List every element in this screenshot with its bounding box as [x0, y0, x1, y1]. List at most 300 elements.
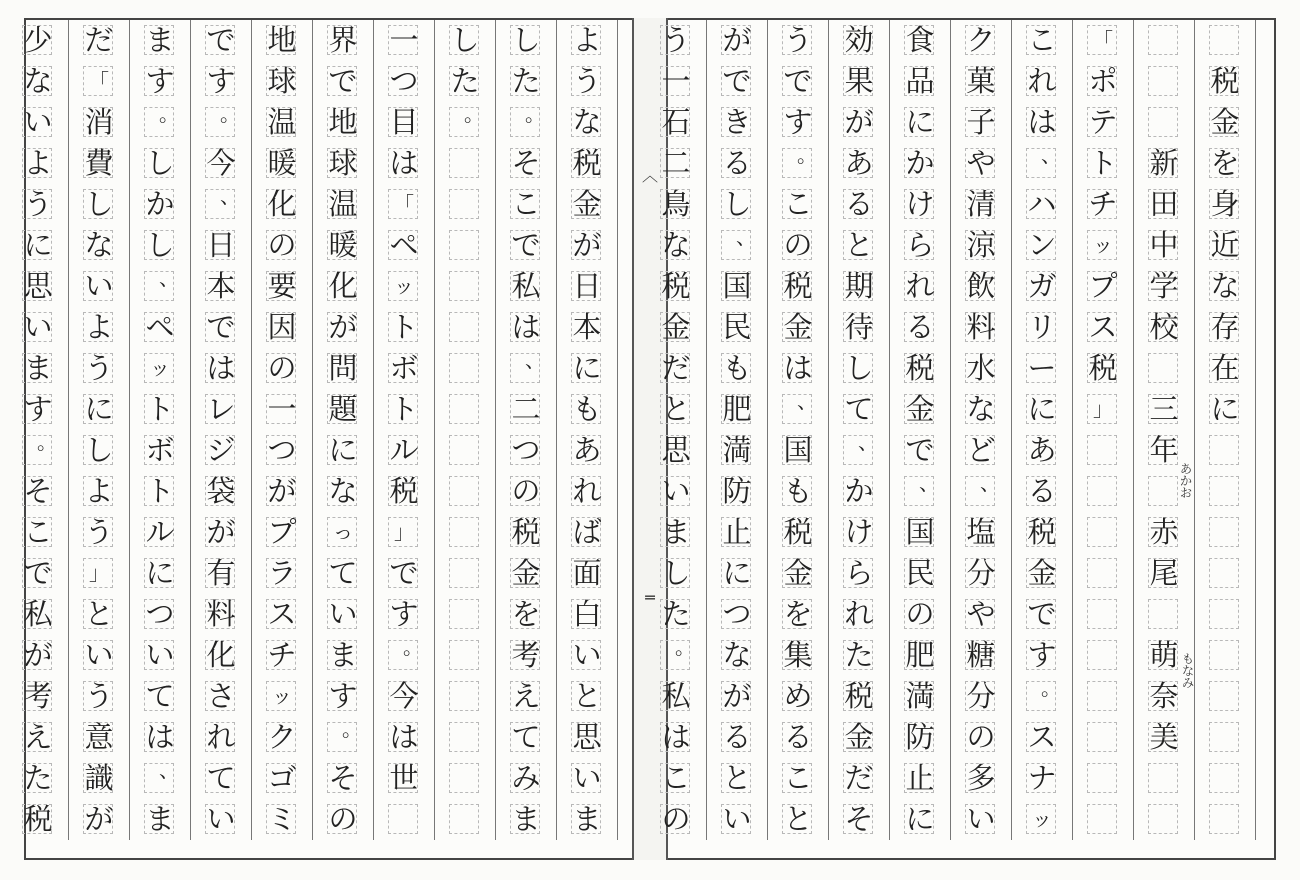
manuscript-character: 美: [1149, 719, 1179, 754]
manuscript-character: な: [661, 227, 691, 262]
manuscript-character: ま: [661, 514, 691, 549]
manuscript-character: し: [145, 145, 175, 180]
manuscript-character: 消: [84, 104, 114, 139]
manuscript-character: う: [661, 22, 691, 57]
manuscript-character: 国: [905, 514, 935, 549]
manuscript-character: 税: [572, 145, 602, 180]
column-rule: [68, 20, 69, 840]
manuscript-character: ス: [1088, 309, 1118, 344]
manuscript-character: け: [844, 514, 874, 549]
manuscript-character: 目: [389, 104, 419, 139]
manuscript-character: い: [722, 801, 752, 836]
manuscript-character: い: [23, 309, 53, 344]
manuscript-character: 多: [966, 760, 996, 795]
manuscript-character: 私: [661, 678, 691, 713]
manuscript-character: の: [661, 801, 691, 836]
manuscript-character: っ: [333, 520, 353, 544]
manuscript-character: で: [389, 555, 419, 590]
manuscript-character: と: [572, 678, 602, 713]
manuscript-character: を: [783, 596, 813, 631]
manuscript-character: 一: [661, 63, 691, 98]
manuscript-character: 食: [905, 22, 935, 57]
manuscript-character: 金: [511, 555, 541, 590]
manuscript-character: 奈: [1149, 678, 1179, 713]
manuscript-character: に: [145, 555, 175, 590]
manuscript-character: ペ: [389, 227, 419, 262]
column-rule: [190, 20, 191, 840]
manuscript-character: も: [572, 391, 602, 426]
manuscript-character: 止: [905, 760, 935, 795]
manuscript-character: す: [145, 63, 175, 98]
manuscript-character: が: [722, 678, 752, 713]
manuscript-character: 費: [84, 145, 114, 180]
manuscript-character: 肥: [722, 391, 752, 426]
manuscript-character: 水: [966, 350, 996, 385]
manuscript-character: 三: [1149, 391, 1179, 426]
manuscript-character: ボ: [145, 432, 175, 467]
manuscript-character: ま: [23, 350, 53, 385]
grid-cell: [449, 722, 479, 752]
column-rule: [706, 20, 707, 840]
manuscript-character: し: [84, 186, 114, 221]
manuscript-character: が: [267, 473, 297, 508]
manuscript-character: 「: [1093, 28, 1113, 52]
column-rule: [1011, 20, 1012, 840]
manuscript-character: だ: [661, 350, 691, 385]
essay-column: [951, 20, 1012, 842]
manuscript-character: 菓: [966, 63, 996, 98]
manuscript-character: に: [905, 801, 935, 836]
manuscript-character: こ: [511, 186, 541, 221]
manuscript-character: ッ: [394, 274, 414, 298]
manuscript-character: 中: [1149, 227, 1179, 262]
manuscript-character: 金: [1210, 104, 1240, 139]
grid-cell: [1209, 599, 1239, 629]
manuscript-character: 二: [511, 391, 541, 426]
manuscript-character: ら: [844, 555, 874, 590]
column-rule: [950, 20, 951, 840]
manuscript-character: ポ: [1088, 63, 1118, 98]
essay-column: [435, 20, 496, 842]
furigana-monami: もなみ: [1182, 652, 1195, 690]
column-rule: [1072, 20, 1073, 840]
grid-cell: [449, 804, 479, 834]
manuscript-character: る: [905, 309, 935, 344]
manuscript-character: に: [328, 432, 358, 467]
manuscript-character: 赤: [1149, 514, 1179, 549]
manuscript-character: の: [905, 596, 935, 631]
manuscript-character: な: [1210, 268, 1240, 303]
grid-cell: [1209, 517, 1239, 547]
manuscript-character: に: [84, 391, 114, 426]
manuscript-character: う: [84, 514, 114, 549]
manuscript-character: 民: [905, 555, 935, 590]
manuscript-character: ッ: [1093, 233, 1113, 257]
manuscript-character: 思: [572, 719, 602, 754]
manuscript-character: 年: [1149, 432, 1179, 467]
manuscript-character: 二: [661, 145, 691, 180]
grid-cell: [449, 271, 479, 301]
manuscript-character: 国: [722, 268, 752, 303]
grid-cell: [1209, 681, 1239, 711]
column-text: [1195, 20, 1196, 21]
manuscript-character: は: [389, 719, 419, 754]
manuscript-character: 校: [1149, 309, 1179, 344]
column-rule: [1194, 20, 1195, 840]
manuscript-character: い: [206, 801, 236, 836]
manuscript-character: 金: [783, 309, 813, 344]
manuscript-character: な: [966, 391, 996, 426]
manuscript-character: そ: [844, 801, 874, 836]
manuscript-character: る: [1027, 473, 1057, 508]
manuscript-character: 存: [1210, 309, 1240, 344]
manuscript-character: ク: [966, 22, 996, 57]
manuscript-character: あ: [1027, 432, 1057, 467]
grid-cell: [1148, 476, 1178, 506]
manuscript-character: ら: [905, 227, 935, 262]
manuscript-character: だ: [844, 760, 874, 795]
grid-cell: [449, 640, 479, 670]
manuscript-character: ど: [966, 432, 996, 467]
manuscript-character: 考: [511, 637, 541, 672]
manuscript-character: が: [84, 801, 114, 836]
manuscript-character: 一: [267, 391, 297, 426]
manuscript-character: め: [783, 678, 813, 713]
manuscript-character: す: [206, 63, 236, 98]
manuscript-character: 、: [858, 430, 878, 454]
manuscript-character: の: [267, 227, 297, 262]
column-text: [829, 20, 830, 21]
manuscript-character: れ: [206, 719, 236, 754]
manuscript-character: 化: [328, 268, 358, 303]
manuscript-character: 今: [206, 145, 236, 180]
manuscript-character: か: [905, 145, 935, 180]
column-text: [951, 20, 952, 21]
manuscript-character: ル: [145, 514, 175, 549]
manuscript-character: 温: [267, 104, 297, 139]
column-text: [1012, 20, 1013, 21]
manuscript-character: 、: [159, 266, 179, 290]
manuscript-character: と: [783, 801, 813, 836]
manuscript-character: 有: [206, 555, 236, 590]
manuscript-character: れ: [844, 596, 874, 631]
manuscript-character: 日: [572, 268, 602, 303]
manuscript-character: て: [511, 719, 541, 754]
grid-cell: [1209, 558, 1239, 588]
manuscript-character: な: [722, 637, 752, 672]
manuscript-character: る: [722, 719, 752, 754]
column-rule: [251, 20, 252, 840]
manuscript-character: や: [966, 596, 996, 631]
grid-cell: [1209, 763, 1239, 793]
manuscript-character: た: [661, 596, 691, 631]
manuscript-character: い: [145, 637, 175, 672]
manuscript-character: ゴ: [267, 760, 297, 795]
manuscript-character: 止: [722, 514, 752, 549]
manuscript-character: し: [844, 350, 874, 385]
manuscript-character: テ: [1088, 104, 1118, 139]
column-rule: [1255, 20, 1256, 840]
manuscript-character: え: [511, 678, 541, 713]
manuscript-character: つ: [145, 596, 175, 631]
manuscript-character: に: [722, 555, 752, 590]
manuscript-character: 意: [84, 719, 114, 754]
manuscript-character: 効: [844, 22, 874, 57]
manuscript-character: ガ: [1027, 268, 1057, 303]
manuscript-character: 袋: [206, 473, 236, 508]
manuscript-character: 日: [206, 227, 236, 262]
manuscript-character: あ: [844, 145, 874, 180]
manuscript-character: 。: [797, 143, 817, 167]
manuscript-character: で: [206, 22, 236, 57]
manuscript-character: 金: [661, 309, 691, 344]
manuscript-character: 思: [661, 432, 691, 467]
manuscript-character: 。: [159, 102, 179, 126]
manuscript-character: 金: [844, 719, 874, 754]
manuscript-character: う: [23, 186, 53, 221]
column-rule: [556, 20, 557, 840]
manuscript-character: こ: [1027, 22, 1057, 57]
manuscript-character: か: [145, 186, 175, 221]
manuscript-character: ば: [572, 514, 602, 549]
manuscript-character: 。: [464, 102, 484, 126]
manuscript-character: 球: [267, 63, 297, 98]
column-rule: [1133, 20, 1134, 840]
manuscript-character: ン: [1027, 227, 1057, 262]
grid-cell: [1148, 25, 1178, 55]
manuscript-character: 本: [572, 309, 602, 344]
manuscript-character: 今: [389, 678, 419, 713]
essay-column: [768, 20, 829, 842]
manuscript-character: そ: [328, 760, 358, 795]
column-text: [8, 20, 9, 21]
manuscript-character: に: [1027, 391, 1057, 426]
manuscript-character: う: [84, 350, 114, 385]
manuscript-character: 私: [511, 268, 541, 303]
manuscript-character: か: [844, 473, 874, 508]
column-text: [191, 20, 192, 21]
manuscript-character: 私: [23, 596, 53, 631]
manuscript-character: だ: [84, 22, 114, 57]
manuscript-character: 、: [220, 184, 240, 208]
column-text: [130, 20, 131, 21]
manuscript-character: で: [328, 63, 358, 98]
column-text: [313, 20, 314, 21]
manuscript-character: 要: [267, 268, 297, 303]
manuscript-character: て: [844, 391, 874, 426]
grid-cell: [1087, 763, 1117, 793]
manuscript-character: が: [23, 637, 53, 672]
manuscript-character: て: [145, 678, 175, 713]
manuscript-character: ミ: [267, 801, 297, 836]
grid-cell: [1148, 353, 1178, 383]
manuscript-character: す: [328, 678, 358, 713]
column-text: [69, 20, 70, 21]
manuscript-character: る: [722, 145, 752, 180]
manuscript-character: ま: [572, 801, 602, 836]
column-text: [1073, 20, 1074, 21]
manuscript-character: な: [328, 473, 358, 508]
manuscript-character: す: [389, 596, 419, 631]
essay-column: [130, 20, 191, 842]
essay-column: [191, 20, 252, 842]
manuscript-character: 品: [905, 63, 935, 98]
manuscript-character: よ: [23, 145, 53, 180]
manuscript-character: 世: [389, 760, 419, 795]
manuscript-character: 化: [206, 637, 236, 672]
manuscript-character: し: [450, 22, 480, 57]
manuscript-character: こ: [661, 760, 691, 795]
manuscript-character: 問: [328, 350, 358, 385]
column-text: [496, 20, 497, 21]
manuscript-character: 界: [328, 22, 358, 57]
manuscript-character: 萌: [1149, 637, 1179, 672]
grid-cell: [1087, 681, 1117, 711]
essay-column: [1012, 20, 1073, 842]
manuscript-character: れ: [905, 268, 935, 303]
manuscript-character: ト: [1088, 145, 1118, 180]
column-rule: [495, 20, 496, 840]
manuscript-character: な: [84, 227, 114, 262]
grid-cell: [449, 599, 479, 629]
manuscript-character: 。: [1041, 676, 1061, 700]
manuscript-character: は: [389, 145, 419, 180]
grid-cell: [1209, 435, 1239, 465]
manuscript-character: 。: [37, 430, 57, 454]
manuscript-character: 化: [267, 186, 297, 221]
manuscript-character: が: [328, 309, 358, 344]
essay-column: [707, 20, 768, 842]
manuscript-character: 因: [267, 309, 297, 344]
manuscript-character: 思: [23, 268, 53, 303]
manuscript-character: あ: [572, 432, 602, 467]
manuscript-character: ー: [1027, 350, 1057, 385]
manuscript-character: 税: [905, 350, 935, 385]
manuscript-character: 」: [1093, 397, 1113, 421]
manuscript-character: ハ: [1027, 186, 1057, 221]
manuscript-character: 。: [403, 635, 423, 659]
manuscript-character: 。: [220, 102, 240, 126]
manuscript-character: に: [572, 350, 602, 385]
manuscript-character: ト: [389, 391, 419, 426]
grid-cell: [1087, 517, 1117, 547]
manuscript-character: 識: [84, 760, 114, 795]
manuscript-character: こ: [23, 514, 53, 549]
manuscript-character: い: [572, 637, 602, 672]
manuscript-character: 暖: [328, 227, 358, 262]
grid-cell: [1148, 804, 1178, 834]
manuscript-character: リ: [1027, 309, 1057, 344]
manuscript-character: は: [511, 309, 541, 344]
manuscript-character: る: [844, 186, 874, 221]
manuscript-character: 金: [572, 186, 602, 221]
grid-cell: [449, 189, 479, 219]
manuscript-character: 鳥: [661, 186, 691, 221]
manuscript-character: が: [206, 514, 236, 549]
manuscript-character: は: [783, 350, 813, 385]
manuscript-character: 料: [966, 309, 996, 344]
grid-cell: [449, 763, 479, 793]
manuscript-character: ッ: [1032, 807, 1052, 831]
manuscript-character: チ: [1088, 186, 1118, 221]
essay-column: [1134, 20, 1195, 842]
grid-cell: [1148, 763, 1178, 793]
manuscript-character: ま: [145, 801, 175, 836]
manuscript-character: よ: [84, 309, 114, 344]
manuscript-character: こ: [783, 186, 813, 221]
manuscript-character: 涼: [966, 227, 996, 262]
manuscript-character: き: [722, 104, 752, 139]
manuscript-character: 子: [966, 104, 996, 139]
manuscript-character: と: [722, 760, 752, 795]
manuscript-character: 集: [783, 637, 813, 672]
manuscript-character: と: [661, 391, 691, 426]
manuscript-character: が: [722, 22, 752, 57]
manuscript-character: 税: [23, 801, 53, 836]
manuscript-character: 、: [1041, 143, 1061, 167]
grid-cell: [1209, 722, 1239, 752]
manuscript-character: は: [145, 719, 175, 754]
essay-column: [1195, 20, 1256, 842]
manuscript-character: 金: [1027, 555, 1057, 590]
grid-cell: [1209, 476, 1239, 506]
manuscript-character: 金: [783, 555, 813, 590]
manuscript-character: 金: [905, 391, 935, 426]
manuscript-character: い: [572, 760, 602, 795]
manuscript-character: 糖: [966, 637, 996, 672]
manuscript-character: 税: [511, 514, 541, 549]
manuscript-character: 。: [525, 102, 545, 126]
manuscript-character: よ: [84, 473, 114, 508]
manuscript-character: し: [511, 22, 541, 57]
manuscript-character: る: [783, 719, 813, 754]
manuscript-character: た: [511, 63, 541, 98]
manuscript-character: 税: [661, 268, 691, 303]
manuscript-character: つ: [267, 432, 297, 467]
manuscript-character: ナ: [1027, 760, 1057, 795]
grid-cell: [1148, 107, 1178, 137]
grid-cell: [449, 394, 479, 424]
manuscript-character: 肥: [905, 637, 935, 672]
column-rule: [828, 20, 829, 840]
spine-middle-mark: ═: [645, 588, 655, 607]
manuscript-character: に: [905, 104, 935, 139]
manuscript-character: け: [905, 186, 935, 221]
manuscript-character: 民: [722, 309, 752, 344]
essay-column: [313, 20, 374, 842]
manuscript-character: 防: [905, 719, 935, 754]
column-text: [707, 20, 708, 21]
grid-cell: [1087, 599, 1117, 629]
grid-cell: [1087, 640, 1117, 670]
manuscript-character: の: [328, 801, 358, 836]
manuscript-character: 尾: [1149, 555, 1179, 590]
manuscript-character: 面: [572, 555, 602, 590]
manuscript-character: す: [23, 391, 53, 426]
manuscript-character: さ: [206, 678, 236, 713]
manuscript-character: た: [450, 63, 480, 98]
grid-cell: [1087, 476, 1117, 506]
manuscript-character: で: [1027, 596, 1057, 631]
essay-column: [8, 20, 69, 842]
grid-cell: [1148, 599, 1178, 629]
manuscript-character: レ: [206, 391, 236, 426]
manuscript-character: 、: [980, 471, 1000, 495]
column-rule: [129, 20, 130, 840]
manuscript-character: 待: [844, 309, 874, 344]
manuscript-character: 考: [23, 678, 53, 713]
manuscript-character: 、: [919, 471, 939, 495]
